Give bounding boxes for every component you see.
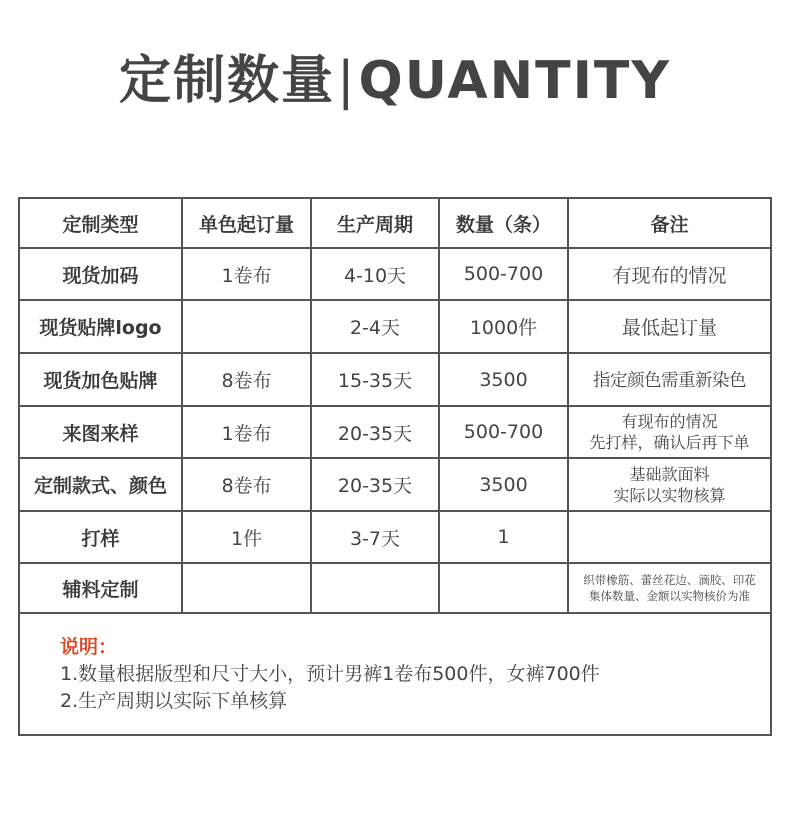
cell-quantity bbox=[439, 563, 568, 613]
header-min-order: 单色起订量 bbox=[182, 199, 311, 248]
cell-cycle: 2-4天 bbox=[311, 300, 439, 353]
cell-min-order bbox=[182, 563, 311, 613]
header-cycle: 生产周期 bbox=[311, 199, 439, 248]
cell-note bbox=[568, 458, 770, 511]
cell-quantity: 500-700 bbox=[439, 406, 568, 458]
cell-min-order bbox=[182, 300, 311, 353]
table-row bbox=[20, 563, 770, 613]
table-row bbox=[20, 406, 770, 458]
cell-quantity: 1000件 bbox=[439, 300, 568, 353]
note-line: 集体数量、金额以实物核价为准 bbox=[589, 589, 750, 603]
note-line: 基础款面料 bbox=[629, 464, 710, 484]
cell-note bbox=[568, 353, 770, 406]
cell-type: 现货加色贴牌 bbox=[20, 353, 182, 406]
cell-note bbox=[568, 563, 770, 613]
cell-type: 现货贴牌logo bbox=[20, 300, 182, 353]
cell-note bbox=[568, 511, 770, 563]
note-line: 最低起订量 bbox=[621, 317, 717, 339]
table-row bbox=[20, 458, 770, 511]
cell-min-order: 1卷布 bbox=[182, 406, 311, 458]
note-line: 有现布的情况 bbox=[621, 412, 718, 431]
cell-type: 来图来样 bbox=[20, 406, 182, 458]
cell-type: 定制款式、颜色 bbox=[20, 458, 182, 511]
cell-min-order: 1卷布 bbox=[182, 248, 311, 300]
quantity-panel bbox=[18, 197, 772, 736]
cell-cycle: 20-35天 bbox=[311, 458, 439, 511]
cell-min-order: 1件 bbox=[182, 511, 311, 563]
cell-note bbox=[568, 248, 770, 300]
cell-cycle: 15-35天 bbox=[311, 353, 439, 406]
cell-type: 现货加码 bbox=[20, 248, 182, 300]
cell-cycle: 20-35天 bbox=[311, 406, 439, 458]
note-line: 先打样，确认后再下单 bbox=[589, 433, 750, 452]
cell-quantity: 1 bbox=[439, 511, 568, 563]
cell-min-order: 8卷布 bbox=[182, 458, 311, 511]
notes-title: 说明： bbox=[60, 636, 118, 658]
table-row bbox=[20, 248, 770, 300]
cell-type: 辅料定制 bbox=[20, 563, 182, 613]
title-en: QUANTITY bbox=[358, 51, 672, 111]
cell-note bbox=[568, 406, 770, 458]
note-line: 实际以实物核算 bbox=[613, 485, 726, 505]
table-header-row bbox=[20, 199, 770, 248]
table-row bbox=[20, 353, 770, 406]
cell-quantity: 500-700 bbox=[439, 248, 568, 300]
notes-section bbox=[20, 614, 770, 715]
title-separator: | bbox=[336, 51, 357, 111]
cell-cycle bbox=[311, 563, 439, 613]
page-title bbox=[0, 38, 790, 113]
note-line: 有现布的情况 bbox=[612, 264, 727, 287]
note-line: 织带橡筋、蕾丝花边、滴胶、印花 bbox=[583, 573, 756, 587]
cell-cycle: 3-7天 bbox=[311, 511, 439, 563]
cell-cycle: 4-10天 bbox=[311, 248, 439, 300]
cell-quantity: 3500 bbox=[439, 458, 568, 511]
note-line: 指定颜色需重新染色 bbox=[593, 371, 746, 391]
table-row bbox=[20, 300, 770, 353]
title-cn: 定制数量 bbox=[118, 51, 335, 111]
header-type: 定制类型 bbox=[20, 199, 182, 248]
table-row bbox=[20, 511, 770, 563]
cell-quantity: 3500 bbox=[439, 353, 568, 406]
cell-note bbox=[568, 300, 770, 353]
cell-min-order: 8卷布 bbox=[182, 353, 311, 406]
header-note: 备注 bbox=[568, 199, 770, 248]
notes-line: 2.生产周期以实际下单核算 bbox=[60, 690, 288, 712]
quantity-table bbox=[20, 199, 770, 614]
cell-type: 打样 bbox=[20, 511, 182, 563]
header-quantity: 数量（条） bbox=[439, 199, 568, 248]
notes-line: 1.数量根据版型和尺寸大小，预计男裤1卷布500件，女裤700件 bbox=[60, 663, 600, 685]
